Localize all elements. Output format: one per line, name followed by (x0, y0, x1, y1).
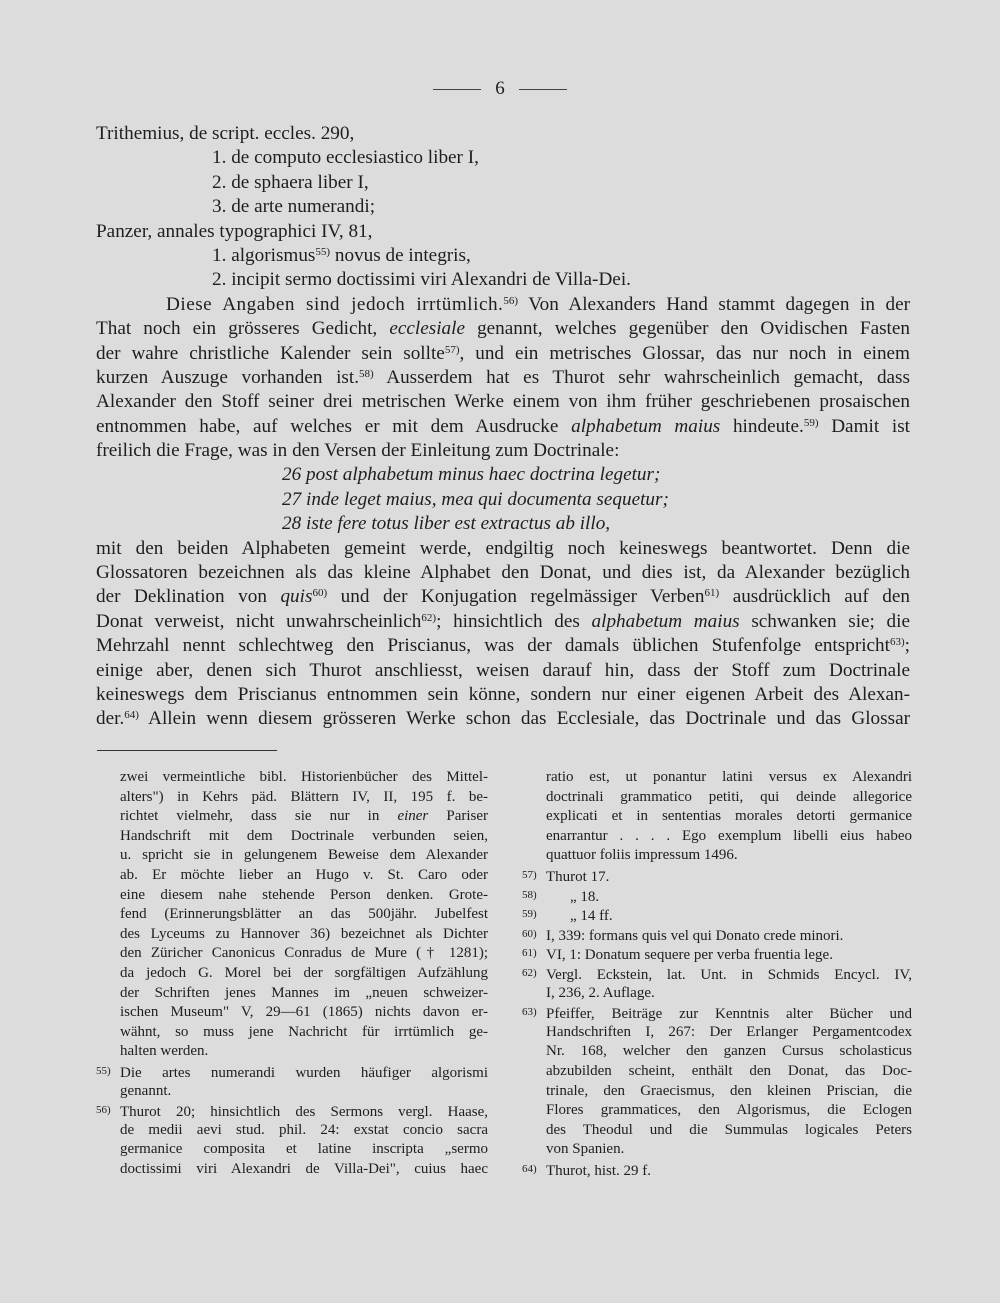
text-line (96, 659, 910, 683)
text-span: Thurot 20; hinsichtlich des Sermons vergl. Haase, (120, 1104, 488, 1121)
verse-line (96, 463, 910, 487)
text-span: schwanken sie; die (739, 610, 911, 632)
footnote-line (522, 964, 912, 984)
text-span: Panzer, annales typographici IV, 81, (96, 220, 373, 242)
text-span: explicati et in sententias morales detorti germanice (546, 808, 912, 825)
text-span: Trithemius, de script. eccles. 290, (96, 123, 355, 144)
text-span: keineswegs dem Priscianus entnommen sein könne, sondern nur einer eigenen Arbeit des Alexan- (96, 683, 910, 705)
text-span: „ 14 ff. (570, 908, 613, 925)
text-line (96, 439, 910, 463)
text-span: Flores grammatices, den Algorismus, die Eclogen (546, 1102, 912, 1119)
text-line (96, 366, 910, 390)
footnote-number: 58) (522, 888, 537, 901)
text-span: der Deklination von (96, 586, 281, 608)
text-line (96, 122, 910, 146)
footnote-line (522, 1023, 912, 1043)
footnote-line (96, 886, 488, 906)
footnote-line (96, 925, 488, 945)
text-span: 2. de sphaera liber I, (212, 171, 369, 193)
text-line (96, 634, 910, 658)
text-line (96, 220, 910, 244)
footnote-line (96, 1140, 488, 1160)
footnote-number: 57) (522, 868, 537, 881)
footnote-separator (97, 750, 277, 751)
footnote-line (522, 1042, 912, 1062)
footnote-line (96, 1101, 488, 1121)
text-span: ischen Museum" V, 29—61 (1865) nichts davon er- (120, 1004, 488, 1021)
footnote-line (522, 1082, 912, 1102)
footnote-line (96, 964, 488, 984)
text-span: des Lyceums zu Hannover 36) bezeichnet als Dichter (120, 925, 488, 942)
page-number-header (0, 78, 1000, 100)
text-span: VI, 1: Donatum sequere per verba fruentia lege. (546, 947, 833, 964)
footnote-ref: 62) (421, 611, 437, 624)
footnote-line (522, 866, 912, 886)
text-line (96, 683, 910, 707)
footnote-line (522, 886, 912, 906)
footnote-ref: 61) (704, 587, 720, 600)
text-span: hindeute. (720, 415, 804, 437)
footnote-line (96, 1023, 488, 1043)
text-span: der. (96, 708, 125, 730)
text-line (96, 317, 910, 341)
text-span: Handschriften I, 267: Der Erlanger Pergamentcodex (546, 1023, 912, 1040)
text-line (96, 293, 910, 317)
footnote-line (96, 807, 488, 827)
verse-line (96, 488, 910, 512)
text-line (96, 561, 910, 585)
text-span: Damit ist (818, 415, 910, 437)
text-line (96, 390, 910, 414)
footnote-line (522, 846, 912, 866)
text-line (96, 610, 910, 634)
footnote-number: 55) (96, 1064, 111, 1077)
text-span: , und ein metrisches Glossar, das nur noch in einem (459, 342, 910, 364)
text-span: von Spanien. (546, 1141, 625, 1158)
text-span: I, 339: formans quis vel qui Donato crede minori. (546, 927, 844, 944)
text-span: den Züricher Canonicus Conradus de Mure († 1281); (120, 945, 488, 962)
footnote-line (96, 1121, 488, 1141)
text-span: zwei vermeintliche bibl. Historienbücher des Mittel- (120, 769, 488, 785)
footnote-line (522, 1062, 912, 1082)
text-span: richtet vielmehr, dass sie nur in (120, 808, 398, 825)
text-span: alters") in Kehrs päd. Blättern IV, II, 195 f. be- (120, 788, 488, 805)
page-number: 6 (495, 78, 505, 99)
text-span: entnommen habe, auf welches er mit dem Ausdrucke (96, 415, 572, 437)
text-span: Mehrzahl nennt schlechtweg den Priscianus, was der damals üblichen Stufenfolge entspricht (96, 635, 890, 657)
text-span: ; hinsichtlich des (436, 610, 592, 632)
text-line (96, 342, 910, 366)
text-span: wähnt, so muss jene Nachricht für irrtümlich ge- (120, 1023, 488, 1040)
footnote-line (522, 827, 912, 847)
text-span: quattuor foliis impressum 1496. (546, 847, 738, 864)
footnote-ref: 57) (444, 343, 460, 356)
text-span: „ 18. (570, 888, 600, 905)
footnote-line (96, 827, 488, 847)
footnote-line (96, 905, 488, 925)
text-span: Vergl. Eckstein, lat. Unt. in Schmids Encycl. IV, (546, 966, 912, 983)
text-span: I, 236, 2. Auflage. (546, 984, 655, 1001)
text-line (96, 268, 910, 292)
text-line (96, 585, 910, 609)
text-span: novus de integris, (330, 244, 471, 266)
text-span: genannt, welches gegenüber den Ovidischen Fasten (464, 318, 910, 340)
text-span: ab. Er möchte lieber an Hugo v. St. Caro oder (120, 866, 488, 883)
text-span: Thurot 17. (546, 868, 610, 885)
text-span: der Schriften jenes Mannes im „neuen schweizer- (120, 984, 488, 1001)
text-span: doctrinali grammatico petiti, qui deinde allegorice (546, 788, 912, 805)
footnote-line (96, 1082, 488, 1102)
italic-text: ecclesiale (389, 318, 465, 340)
footnote-line (522, 1140, 912, 1160)
footnote-line (522, 788, 912, 808)
text-span: einige aber, denen sich Thurot anschliesst, weisen darauf hin, dass der Stoff zum Doctrinale (96, 659, 910, 681)
text-span: eine diesem nahe stehende Person denken. Grote- (120, 886, 488, 903)
text-span: da jedoch G. Morel bei der sorgfältigen Aufzählung (120, 964, 488, 981)
text-span: u. spricht sie in gelungenem Beweise dem Alexander (120, 847, 488, 864)
text-span: enarrantur . . . . Ego exemplum libelli eius habeo (546, 827, 912, 844)
footnote-ref: 63) (889, 636, 905, 649)
footnote-line (96, 944, 488, 964)
footnote-ref: 58) (359, 367, 374, 380)
text-span: Pfeiffer, Beiträge zur Kenntnis alter Bücher und (546, 1006, 912, 1023)
verse-text: 27 inde leget maius, mea qui documenta sequetur; (282, 488, 669, 510)
footnote-line (96, 1003, 488, 1023)
footnote-line (96, 788, 488, 808)
footnote-line (522, 984, 912, 1004)
text-span: Handschrift mit dem Doctrinale verbunden seien, (120, 827, 488, 844)
footnote-number: 56) (96, 1104, 111, 1117)
text-span: Glossatoren bezeichnen als das kleine Alphabet den Donat, und dies ist, da Alexander bezüglich (96, 562, 910, 584)
footnote-line (96, 866, 488, 886)
text-span: abzubilden scheint, enthält den Donat, das Doc- (546, 1062, 912, 1079)
text-span: des Theodul und die Summulas logicales Peters (546, 1121, 912, 1138)
footnote-line (522, 1121, 912, 1141)
text-line (96, 537, 910, 561)
footnote-number: 64) (522, 1162, 537, 1175)
italic-text: quis (280, 586, 313, 608)
footnote-number: 63) (522, 1006, 537, 1019)
text-span: Thurot, hist. 29 f. (546, 1162, 651, 1179)
footnote-number: 60) (522, 927, 537, 940)
text-span: Alexander den Stoff seiner drei metrischen Werke einem von ihm früher geschriebenen prosaischen (96, 391, 910, 413)
footnote-line (96, 1160, 488, 1180)
text-line (96, 244, 910, 268)
text-span: Von Alexanders Hand stammt dagegen in der (518, 293, 910, 315)
text-span: Ausserdem hat es Thurot sehr wahrscheinlich gemacht, dass (373, 366, 910, 388)
right-rule (519, 89, 567, 90)
footnote-ref: 56) (503, 294, 519, 307)
text-span: halten werden. (120, 1043, 209, 1060)
footnote-number: 62) (522, 966, 537, 979)
text-line (96, 171, 910, 195)
footnote-ref: 59) (803, 416, 819, 429)
footnote-line (96, 1042, 488, 1062)
italic-text: alphabetum maius (571, 415, 721, 437)
footnote-line (522, 768, 912, 788)
text-span: Donat verweist, nicht unwahrscheinlich (96, 610, 422, 632)
text-span: Die artes numerandi wurden häufiger algorismi (120, 1064, 488, 1081)
text-span: 1. algorismus (212, 244, 316, 266)
footnote-ref: 60) (312, 587, 328, 600)
text-span: That noch ein grösseres Gedicht, (96, 318, 390, 340)
text-span: de medii aevi stud. phil. 24: exstat concio sacra (120, 1121, 488, 1138)
verse-text: 26 post alphabetum minus haec doctrina legetur; (282, 464, 661, 486)
footnote-line (522, 944, 912, 964)
text-line (96, 415, 910, 439)
text-span: 1. de computo ecclesiastico liber I, (212, 147, 479, 169)
text-span: ; (904, 635, 910, 657)
footnote-line (522, 905, 912, 925)
footnotes-right-column (522, 768, 912, 1179)
footnote-line (522, 1003, 912, 1023)
text-span: Allein wenn diesem grösseren Werke schon das Ecclesiale, das Doctrinale und das Glossar (138, 708, 910, 730)
text-span: 3. de arte numerandi; (212, 196, 376, 218)
italic-text: einer (397, 808, 429, 825)
footnote-number: 61) (522, 947, 537, 960)
footnote-line (96, 768, 488, 788)
text-span: der wahre christliche Kalender sein sollte (96, 342, 445, 364)
footnote-ref: 64) (124, 709, 139, 722)
text-span: trinale, den Graecismus, den kleinen Priscian, die (546, 1082, 912, 1099)
footnote-line (522, 1160, 912, 1180)
footnote-line (522, 925, 912, 945)
text-line (96, 707, 910, 731)
text-span: und der Konjugation regelmässiger Verben (327, 586, 705, 608)
text-span: kurzen Auszuge vorhanden ist. (96, 366, 359, 388)
footnote-line (96, 984, 488, 1004)
footnote-line (96, 846, 488, 866)
main-text (96, 122, 910, 732)
verse-line (96, 512, 910, 536)
left-rule (433, 89, 481, 90)
text-line (96, 195, 910, 219)
footnotes-left-column (96, 768, 488, 1179)
text-span: ausdrücklich auf den (719, 586, 910, 608)
text-span: mit den beiden Alphabeten gemeint werde, endgiltig noch keineswegs beantwortet. Denn die (96, 537, 910, 559)
text-span: genannt. (120, 1082, 172, 1099)
text-span: doctissimi viri Alexandri de Villa-Dei", cuius haec (120, 1160, 488, 1177)
text-span: Diese Angaben sind jedoch irrtümlich. (166, 293, 504, 315)
text-span: freilich die Frage, was in den Versen der Einleitung zum Doctrinale: (96, 440, 620, 462)
footnote-line (522, 1101, 912, 1121)
text-span: ratio est, ut ponantur latini versus ex Alexandri (546, 769, 912, 785)
text-span: Pariser (428, 808, 489, 825)
text-span: Nr. 168, welcher den ganzen Cursus scholasticus (546, 1043, 912, 1060)
text-span: 2. incipit sermo doctissimi viri Alexandri de Villa-Dei. (212, 269, 631, 291)
verse-text: 28 iste fere totus liber est extractus ab illo, (282, 513, 611, 535)
footnote-line (96, 1062, 488, 1082)
text-span: germanice composita et latine inscripta „sermo (120, 1141, 488, 1158)
italic-text: alphabetum maius (591, 610, 740, 632)
footnote-line (522, 807, 912, 827)
text-span: fend (Erinnerungsblätter an das 500jähr. Jubelfest (120, 906, 488, 923)
footnote-number: 59) (522, 908, 537, 921)
text-line (96, 146, 910, 170)
footnote-ref: 55) (315, 245, 331, 258)
